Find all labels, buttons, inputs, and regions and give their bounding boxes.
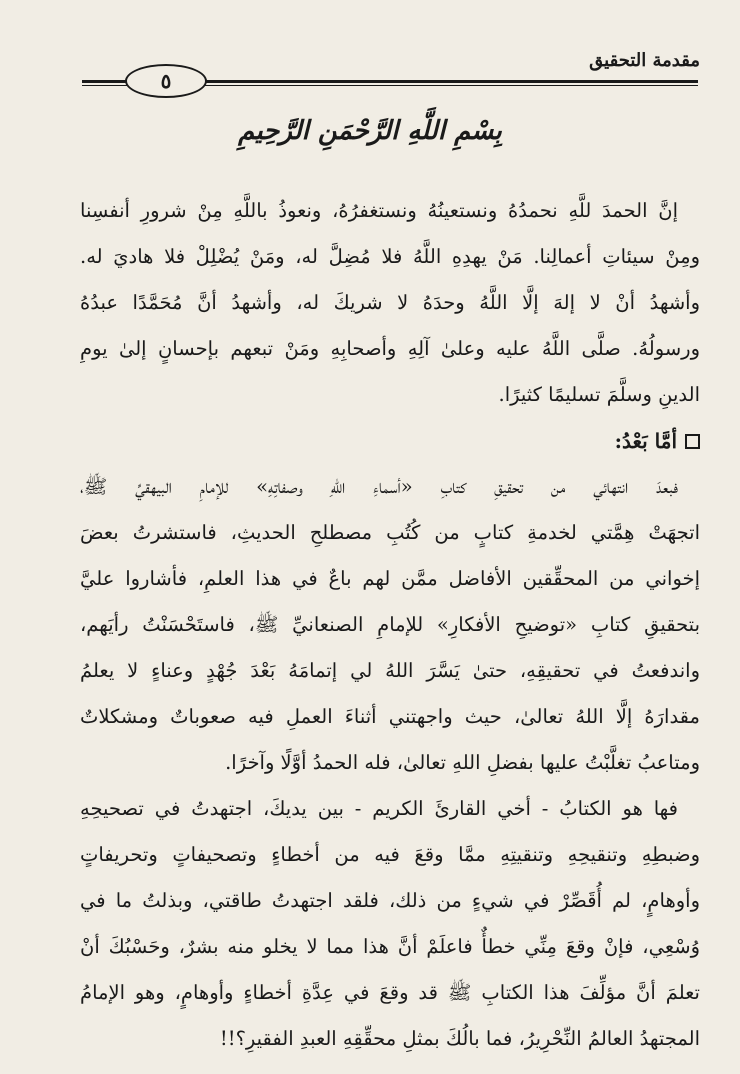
section-heading (80, 418, 700, 464)
text-line: تعلمَ أنَّ مؤلِّفَ هذا الكتابِ ﷺ قد وقعَ في عِدَّةِ أخطاءٍ وأوهامٍ، وهو الإمامُ (80, 981, 700, 1004)
text-line: إنَّ الحمدَ للَّهِ نحمدُهُ ونستعينُهُ ونستغفرُهُ، ونعوذُ باللَّهِ مِنْ شرورِ أنفسِنا (80, 199, 678, 222)
text-line: ورسولُهُ. صلَّى اللَّهُ عليه وعلىٰ آلِهِ وأصحابِهِ ومَنْ تبعهم بإحسانٍ إلىٰ يومِ (80, 337, 700, 360)
text-line: فها هو الكتابُ - أخي القارئَ الكريم - بين يديكَ، اجتهدتُ في تصحيحِهِ (80, 797, 678, 820)
text-line: إخواني من المحقِّقين الأفاضل ممَّن لهم باعٌ في هذا العلمِ، فأشاروا عليَّ (80, 567, 700, 590)
paragraph-3 (80, 786, 700, 1062)
basmala: بِسْمِ اللَّهِ الرَّحْمَنِ الرَّحِيمِ (238, 116, 502, 146)
text-line: واندفعتُ في تحقيقِهِ، حتىٰ يَسَّرَ اللهُ لي إتمامَهُ بَعْدَ جُهْدٍ وعناءٍ لا يعلمُ (80, 659, 700, 682)
text-line: ومِنْ سيئاتِ أعمالِنا. مَنْ يهدِهِ اللَّهُ فلا مُضِلَّ له، ومَنْ يُضْلِلْ فلا هاديَ له. (80, 245, 700, 268)
text-line: فبعدَ انتهائي من تحقيقِ كتابِ «أسماءِ اللهِ وصفاتِهِ» للإمامِ البيهقيِّ ﷺ، (80, 475, 678, 498)
text-line: مقدارَهُ إلَّا اللهُ تعالىٰ، حيث واجهتني أثناءَ العملِ فيه صعوباتٌ ومشكلاتٌ (80, 705, 700, 728)
text-line: اتجهَتْ هِمَّتي لخدمةِ كتابٍ من كُتُبِ مصطلحِ الحديثِ، فاستشرتُ بعضَ (80, 521, 700, 544)
text-line: وأشهدُ أنْ لا إلهَ إلَّا اللَّهُ وحدَهُ لا شريكَ له، وأشهدُ أنَّ مُحَمَّدًا عبدُهُ (80, 291, 700, 314)
text-line: وضبطِهِ وتنقيحِهِ وتنقيتِهِ ممَّا وقعَ فيه من أخطاءٍ وتصحيفاتٍ وتحريفاتٍ (80, 843, 700, 866)
square-bullet-icon (685, 434, 700, 449)
text-line: بتحقيقِ كتابِ «توضيحِ الأفكارِ» للإمامِ الصنعانيِّ ﷺ، فاستَحْسَنْتُ رأيَهم، (80, 613, 700, 636)
text-line: وُسْعِي، فإنْ وقعَ مِنِّي خطأٌ فاعلَمْ أنَّ هذا مما لا يخلو منه بشرٌ، وحَسْبُكَ أنْ (80, 935, 700, 958)
paragraph-2 (80, 464, 700, 786)
text-line: الدينِ وسلَّمَ تسليمًا كثيرًا. (498, 383, 700, 406)
paragraph-1 (80, 188, 700, 418)
section-heading-label: أمَّا بَعْدُ: (614, 429, 677, 453)
text-line: وأوهامٍ، لم أُقَصِّرْ في شيءٍ من ذلك، فلقد اجتهدتُ طاقتي، وبذلتُ ما في (80, 889, 700, 912)
body-text (80, 188, 700, 1062)
running-header: مقدمة التحقيق (589, 50, 700, 71)
text-line: المجتهدُ العالمُ النِّحْرِيرُ، فما بالُكَ بمثلِ محقِّقِهِ العبدِ الفقيرِ؟!! (219, 1027, 700, 1050)
page-number: ٥ (125, 64, 207, 98)
text-line: ومتاعبُ تغلَّبْتُ عليها بفضلِ اللهِ تعالىٰ، فله الحمدُ أوَّلًا وآخرًا. (225, 751, 700, 774)
